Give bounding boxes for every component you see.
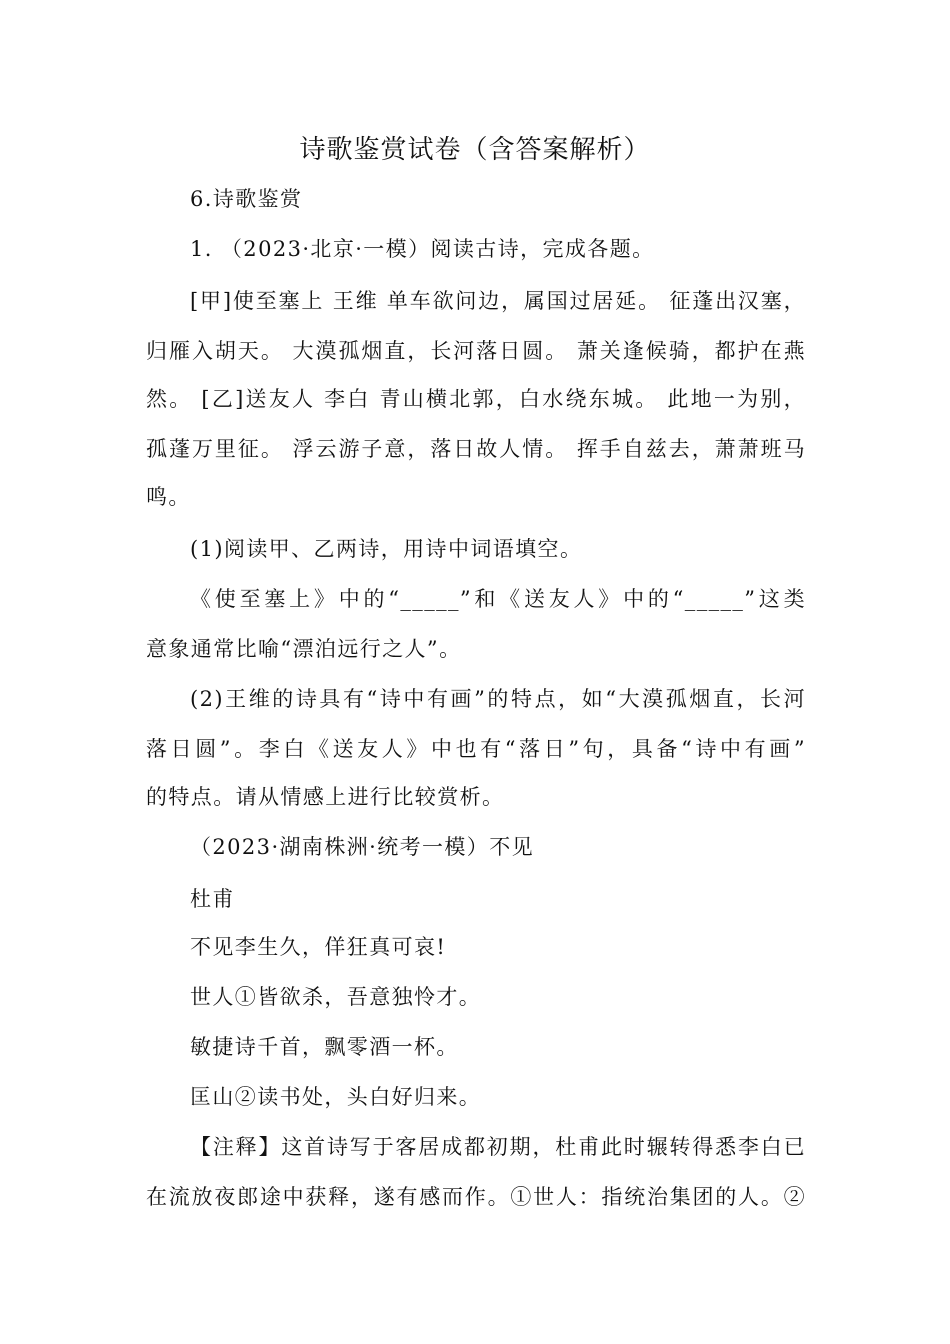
question-2-prompt: （2023·湖南株洲·统考一模）不见 <box>190 835 534 859</box>
poem-line: 匡山②读书处，头白好归来。 <box>190 1085 482 1109</box>
poem-text-line: 鸣。 <box>146 485 191 509</box>
poem-text-line: [甲]使至塞上 王维 单车欲问边，属国过居延。 征蓬出汉塞， <box>190 289 806 313</box>
poem-line: 不见李生久，佯狂真可哀! <box>190 935 447 959</box>
sub-question-1-text: 意象通常比喻“漂泊远行之人”。 <box>146 637 462 661</box>
annotation-text: 在流放夜郎途中获释，遂有感而作。①世人：指统治集团的人。② <box>146 1185 806 1209</box>
poem-line: 世人①皆欲杀，吾意独怜才。 <box>190 985 482 1009</box>
section-heading: 6.诗歌鉴赏 <box>190 187 303 211</box>
question-1-prompt: 1. （2023·北京·一模）阅读古诗，完成各题。 <box>190 237 655 261</box>
poem-line: 敏捷诗千首，飘零酒一杯。 <box>190 1035 459 1059</box>
sub-question-2-text: 落日圆”。李白《送友人》中也有“落日”句，具备“诗中有画” <box>146 737 806 761</box>
poem-author: 杜甫 <box>190 887 235 911</box>
document-title: 诗歌鉴赏试卷（含答案解析） <box>299 135 651 165</box>
poem-text-line: 归雁入胡天。 大漠孤烟直，长河落日圆。 萧关逢候骑，都护在燕 <box>146 339 806 363</box>
sub-question-2-text: 的特点。请从情感上进行比较赏析。 <box>146 785 505 809</box>
poem-text-line: 孤蓬万里征。 浮云游子意，落日故人情。 挥手自兹去，萧萧班马 <box>146 437 806 461</box>
poem-text-line: 然。 [乙]送友人 李白 青山横北郭，白水绕东城。 此地一为别， <box>146 387 806 411</box>
sub-question-1: (1)阅读甲、乙两诗，用诗中词语填空。 <box>190 537 583 561</box>
annotation-text: 【注释】这首诗写于客居成都初期，杜甫此时辗转得悉李白已 <box>190 1135 806 1159</box>
sub-question-1-text: 《使至塞上》中的“_____”和《送友人》中的“_____”这类 <box>190 587 806 611</box>
sub-question-2: (2)王维的诗具有“诗中有画”的特点，如“大漠孤烟直，长河 <box>190 687 806 711</box>
